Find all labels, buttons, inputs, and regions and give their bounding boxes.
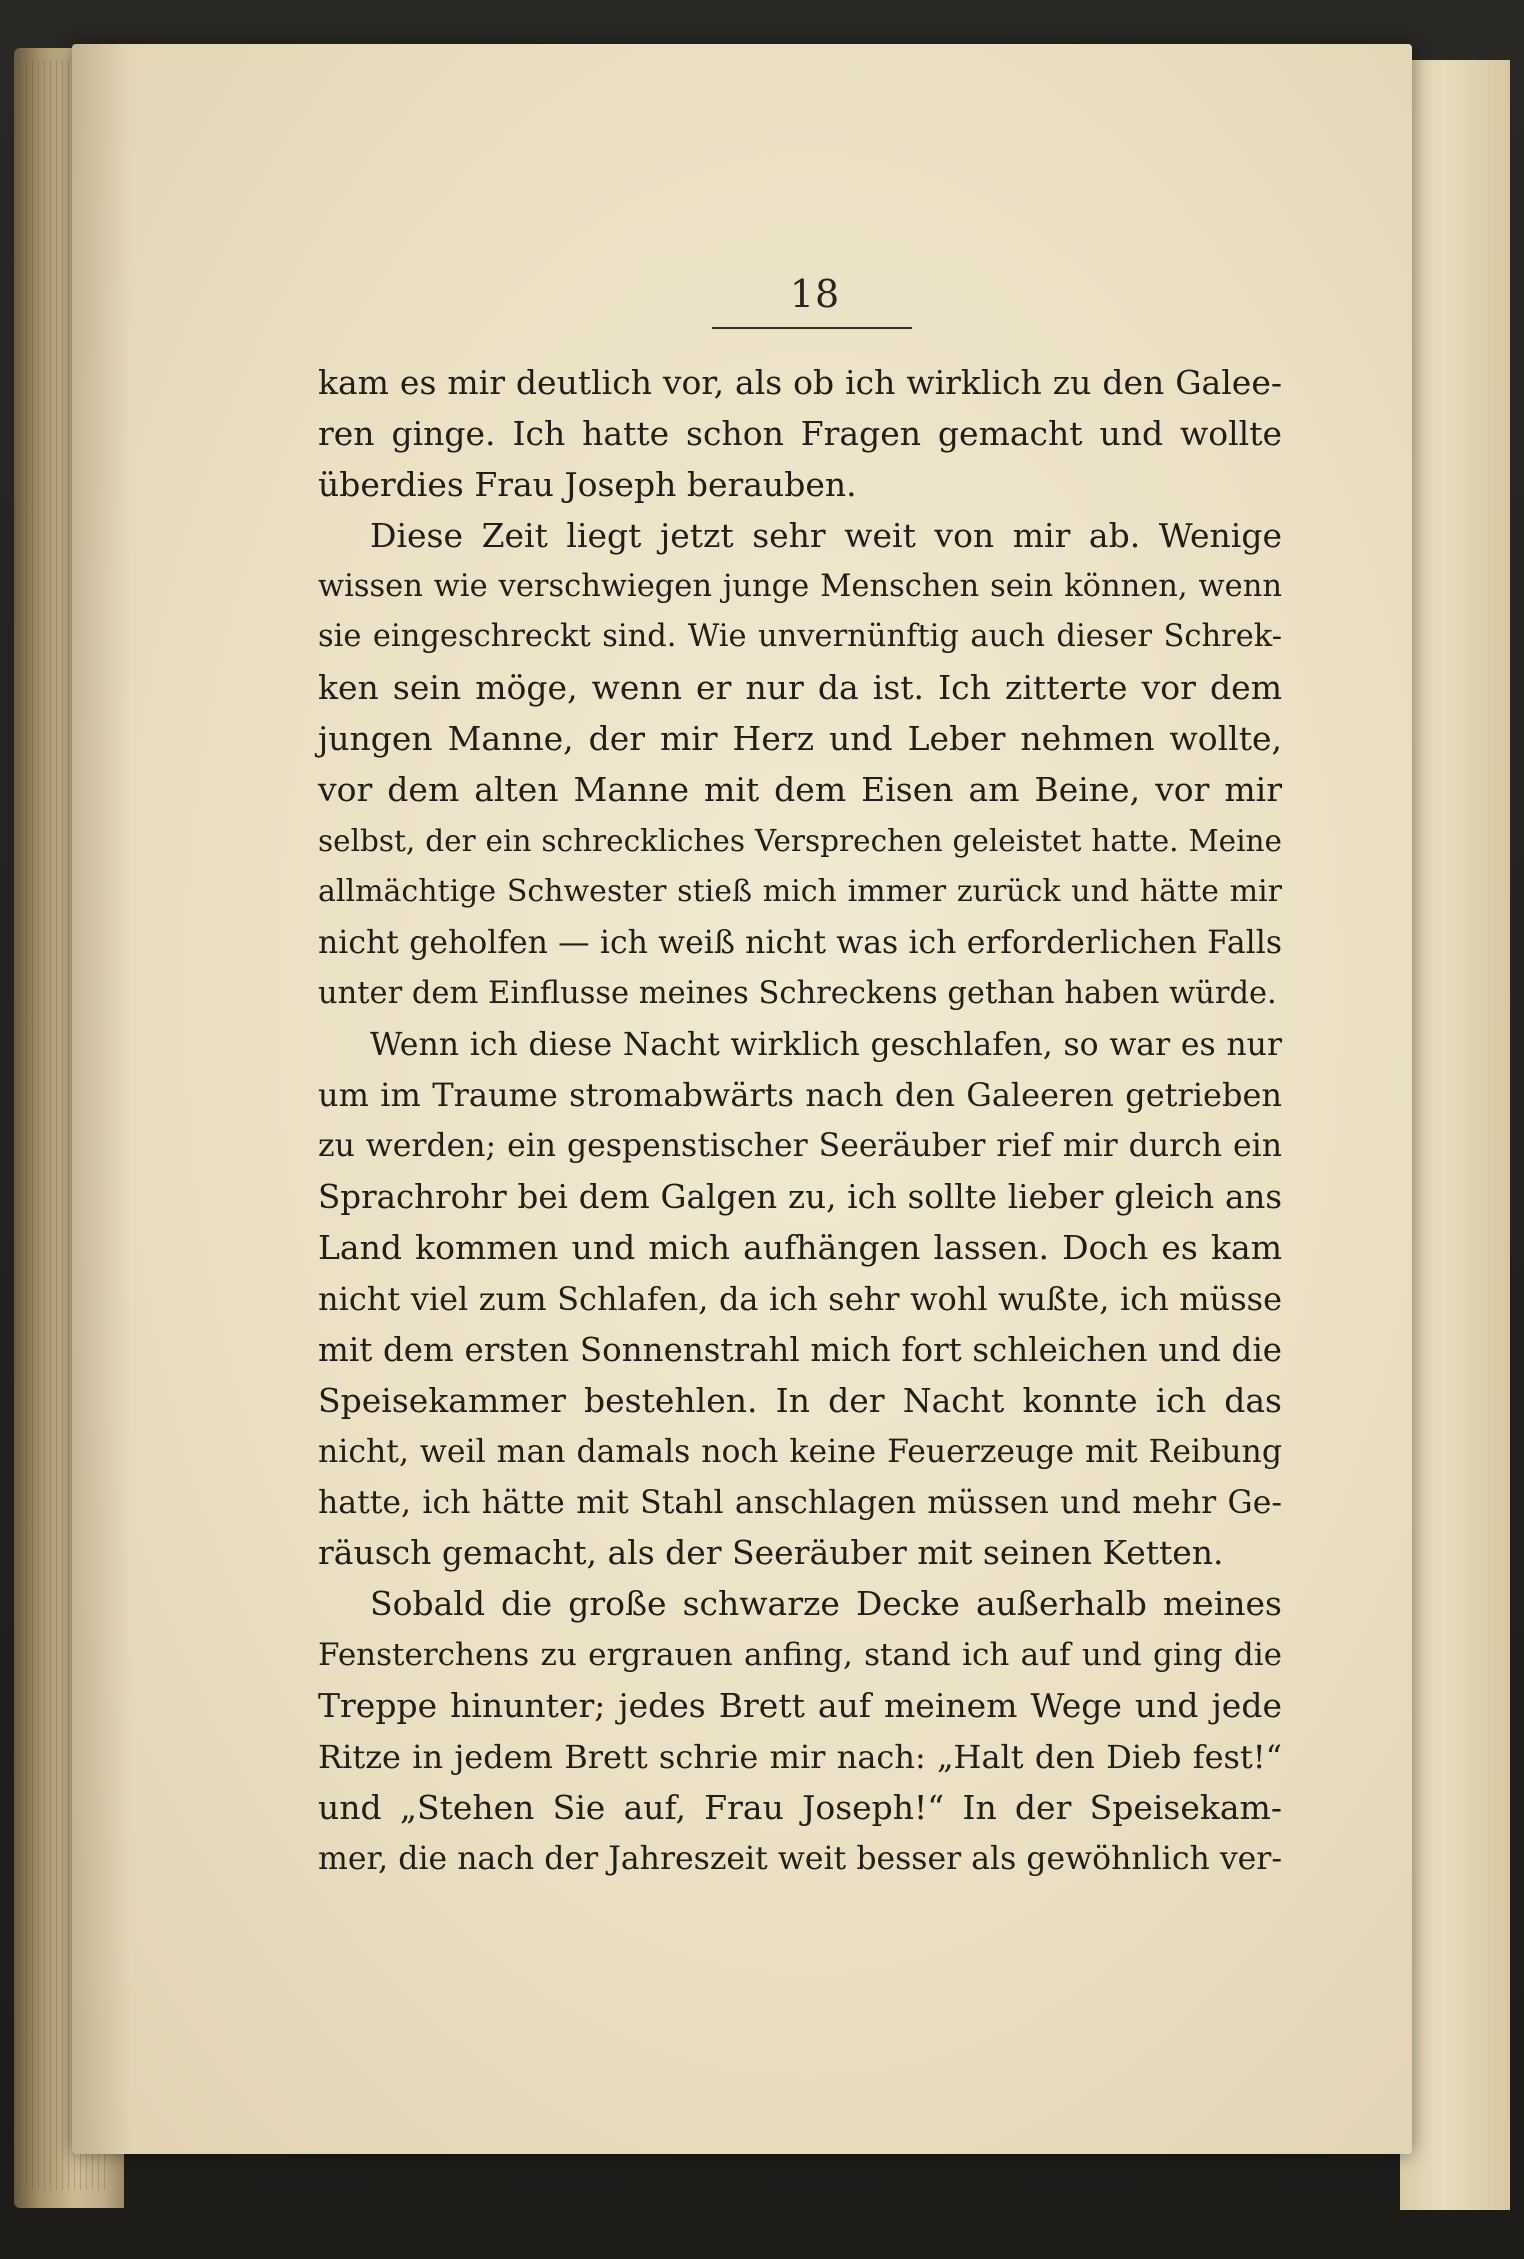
text-line: zu werden; ein gespenstischer Seeräuber rief mir durch ein bbox=[318, 1128, 1282, 1165]
text-line: Fensterchens zu ergrauen anfing, stand ich auf und ging die bbox=[318, 1637, 1282, 1674]
page-gutter-shadow bbox=[72, 44, 132, 2154]
text-line: vor dem alten Manne mit dem Eisen am Beine, vor mir bbox=[318, 770, 1282, 810]
text-line: ken sein möge, wenn er nur da ist. Ich zitterte vor dem bbox=[318, 668, 1282, 708]
header-rule bbox=[712, 327, 912, 329]
text-line: nicht viel zum Schlafen, da ich sehr wohl wußte, ich müsse bbox=[318, 1280, 1282, 1319]
text-line: hatte, ich hätte mit Stahl anschlagen müssen und mehr Ge- bbox=[318, 1484, 1282, 1521]
text-line: räusch gemacht, als der Seeräuber mit seinen Ketten. bbox=[318, 1533, 1224, 1573]
text-line: kam es mir deutlich vor, als ob ich wirklich zu den Galee- bbox=[318, 363, 1282, 402]
text-line: nicht geholfen — ich weiß nicht was ich erforderlichen Falls bbox=[318, 924, 1282, 961]
text-line: um im Traume stromabwärts nach den Galeeren getrieben bbox=[318, 1076, 1282, 1115]
text-line: Wenn ich diese Nacht wirklich geschlafen, so war es nur bbox=[370, 1026, 1282, 1063]
text-line: Diese Zeit liegt jetzt sehr weit von mir ab. Wenige bbox=[370, 515, 1282, 555]
text-line: Ritze in jedem Brett schrie mir nach: „Halt den Dieb fest!“ bbox=[318, 1738, 1282, 1777]
text-line: wissen wie verschwiegen junge Menschen sein können, wenn bbox=[318, 568, 1282, 604]
text-line: nicht, weil man damals noch keine Feuerzeuge mit Reibung bbox=[318, 1433, 1282, 1470]
text-line: Speisekammer bestehlen. In der Nacht konnte ich das bbox=[318, 1380, 1282, 1420]
text-line: Sprachrohr bei dem Galgen zu, ich sollte lieber gleich ans bbox=[318, 1178, 1282, 1217]
body-text bbox=[318, 358, 1282, 1885]
text-line: sie eingeschreckt sind. Wie unvernünftig auch dieser Schrek- bbox=[318, 619, 1282, 655]
page-number: 18 bbox=[789, 272, 841, 316]
text-line: allmächtige Schwester stieß mich immer zurück und hätte mir bbox=[318, 873, 1282, 909]
text-line: Treppe hinunter; jedes Brett auf meinem Wege und jede bbox=[318, 1686, 1282, 1726]
text-line: überdies Frau Joseph berauben. bbox=[318, 464, 857, 504]
text-line: ren ginge. Ich hatte schon Fragen gemacht und wollte bbox=[318, 413, 1282, 453]
text-line: Sobald die große schwarze Decke außerhalb meines bbox=[370, 1584, 1282, 1624]
text-line: Land kommen und mich aufhängen lassen. Doch es kam bbox=[318, 1228, 1282, 1268]
text-line: unter dem Einflusse meines Schreckens gethan haben würde. bbox=[318, 975, 1277, 1011]
text-line: selbst, der ein schreckliches Versprechen geleistet hatte. Meine bbox=[318, 824, 1282, 859]
text-line: mer, die nach der Jahreszeit weit besser als gewöhnlich ver- bbox=[318, 1840, 1282, 1877]
text-line: jungen Manne, der mir Herz und Leber nehmen wollte, bbox=[318, 719, 1282, 759]
text-line: mit dem ersten Sonnenstrahl mich fort schleichen und die bbox=[318, 1330, 1282, 1369]
text-line: und „Stehen Sie auf, Frau Joseph!“ In der Speisekam- bbox=[318, 1787, 1282, 1827]
right-page-edge bbox=[1400, 60, 1510, 2210]
